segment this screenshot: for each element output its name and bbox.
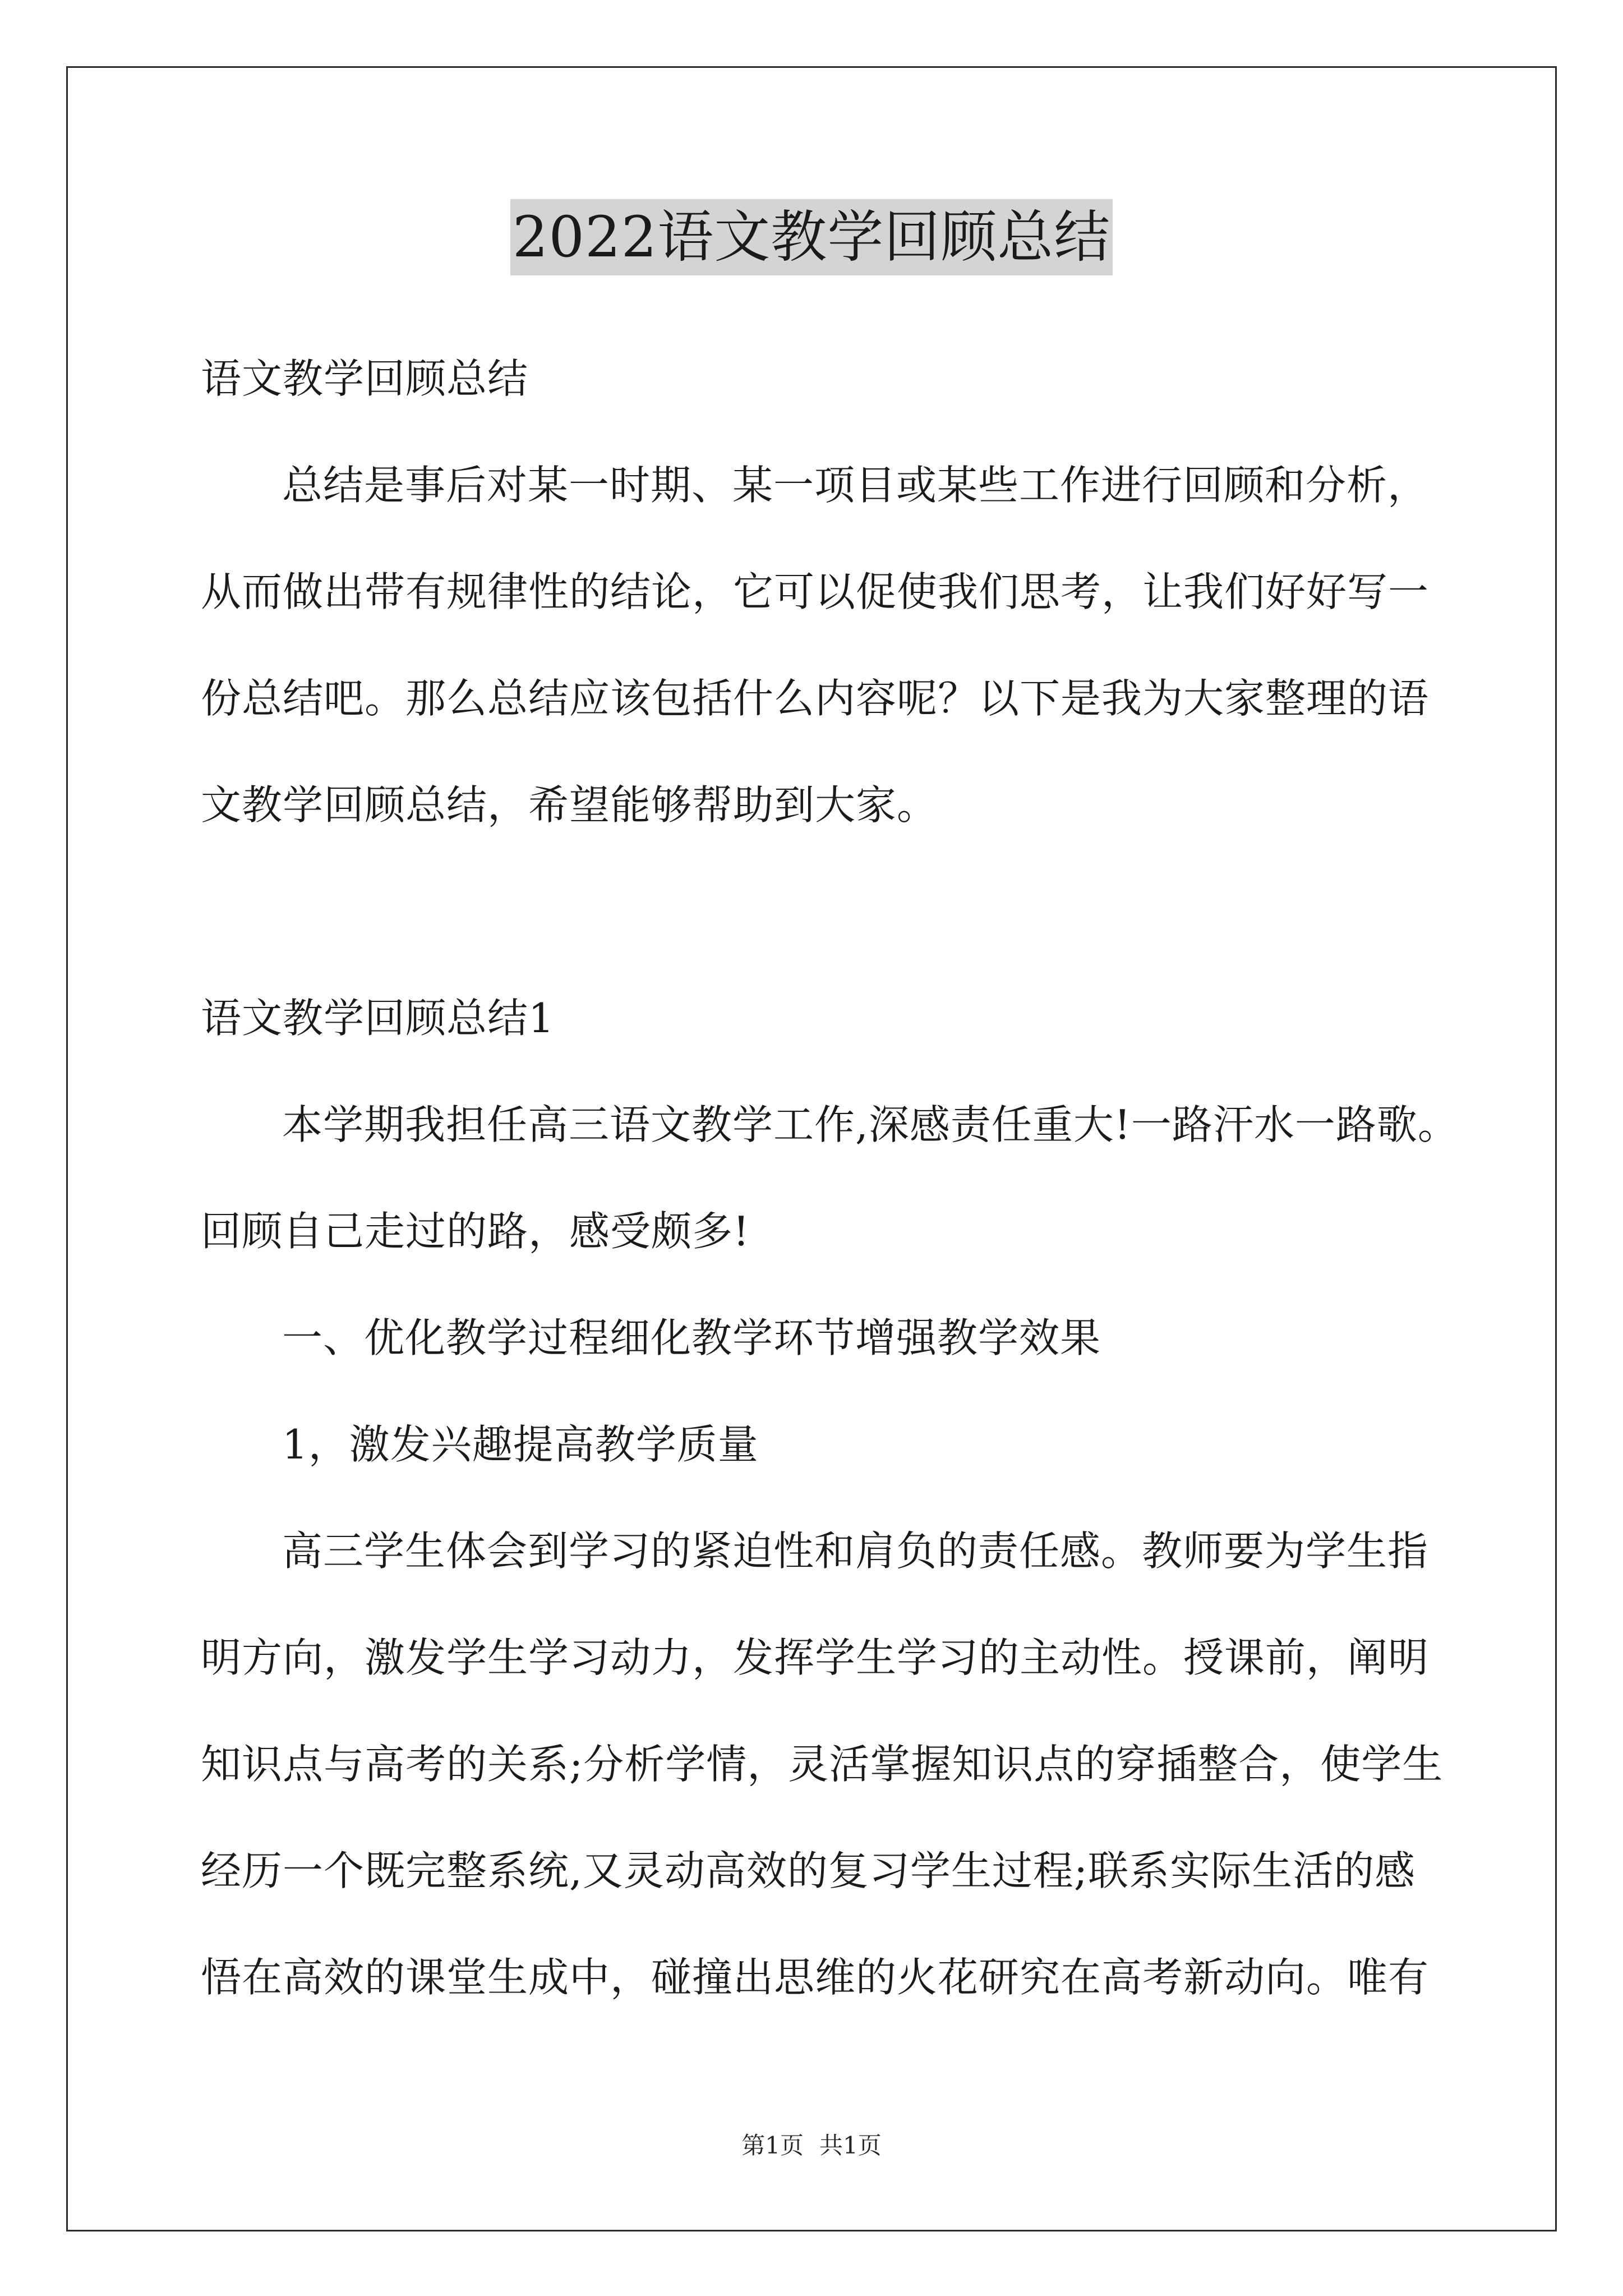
paragraph-line: 明方向，激发学生学习动力，发挥学生学习的主动性。授课前，阐明	[201, 1634, 1430, 1681]
heading-level-2: 1，激发兴趣提高教学质量	[282, 1421, 759, 1468]
paragraph-line: 回顾自己走过的路，感受颇多!	[201, 1208, 750, 1255]
section-heading: 语文教学回顾总结1	[201, 995, 555, 1042]
paragraph-line: 本学期我担任高三语文教学工作,深感责任重大!一路汗水一路歌。	[282, 1101, 1459, 1148]
paragraph-line: 知识点与高考的关系;分析学情，灵活掌握知识点的穿插整合，使学生	[201, 1741, 1444, 1788]
document-title-text: 2022语文教学回顾总结	[510, 199, 1113, 275]
intro-line: 总结是事后对某一时期、某一项目或某些工作进行回顾和分析，	[282, 462, 1429, 509]
intro-line: 份总结吧。那么总结应该包括什么内容呢？以下是我为大家整理的语	[201, 675, 1430, 722]
page-footer	[0, 2129, 1623, 2162]
document-title	[0, 199, 1623, 275]
paragraph-line: 经历一个既完整系统,又灵动高效的复习学生过程;联系实际生活的感	[201, 1847, 1416, 1894]
paragraph-line: 高三学生体会到学习的紧迫性和肩负的责任感。教师要为学生指	[282, 1527, 1429, 1575]
intro-line: 从而做出带有规律性的结论，它可以促使我们思考，让我们好好写一	[201, 568, 1430, 615]
subtitle: 语文教学回顾总结	[201, 355, 529, 402]
heading-level-1: 一、优化教学过程细化教学环节增强教学效果	[282, 1314, 1101, 1361]
paragraph-line: 悟在高效的课堂生成中，碰撞出思维的火花研究在高考新动向。唯有	[201, 1954, 1430, 2001]
intro-line: 文教学回顾总结，希望能够帮助到大家。	[201, 781, 938, 829]
page-number: 第1页	[741, 2132, 804, 2159]
page-total: 共1页	[819, 2132, 882, 2159]
